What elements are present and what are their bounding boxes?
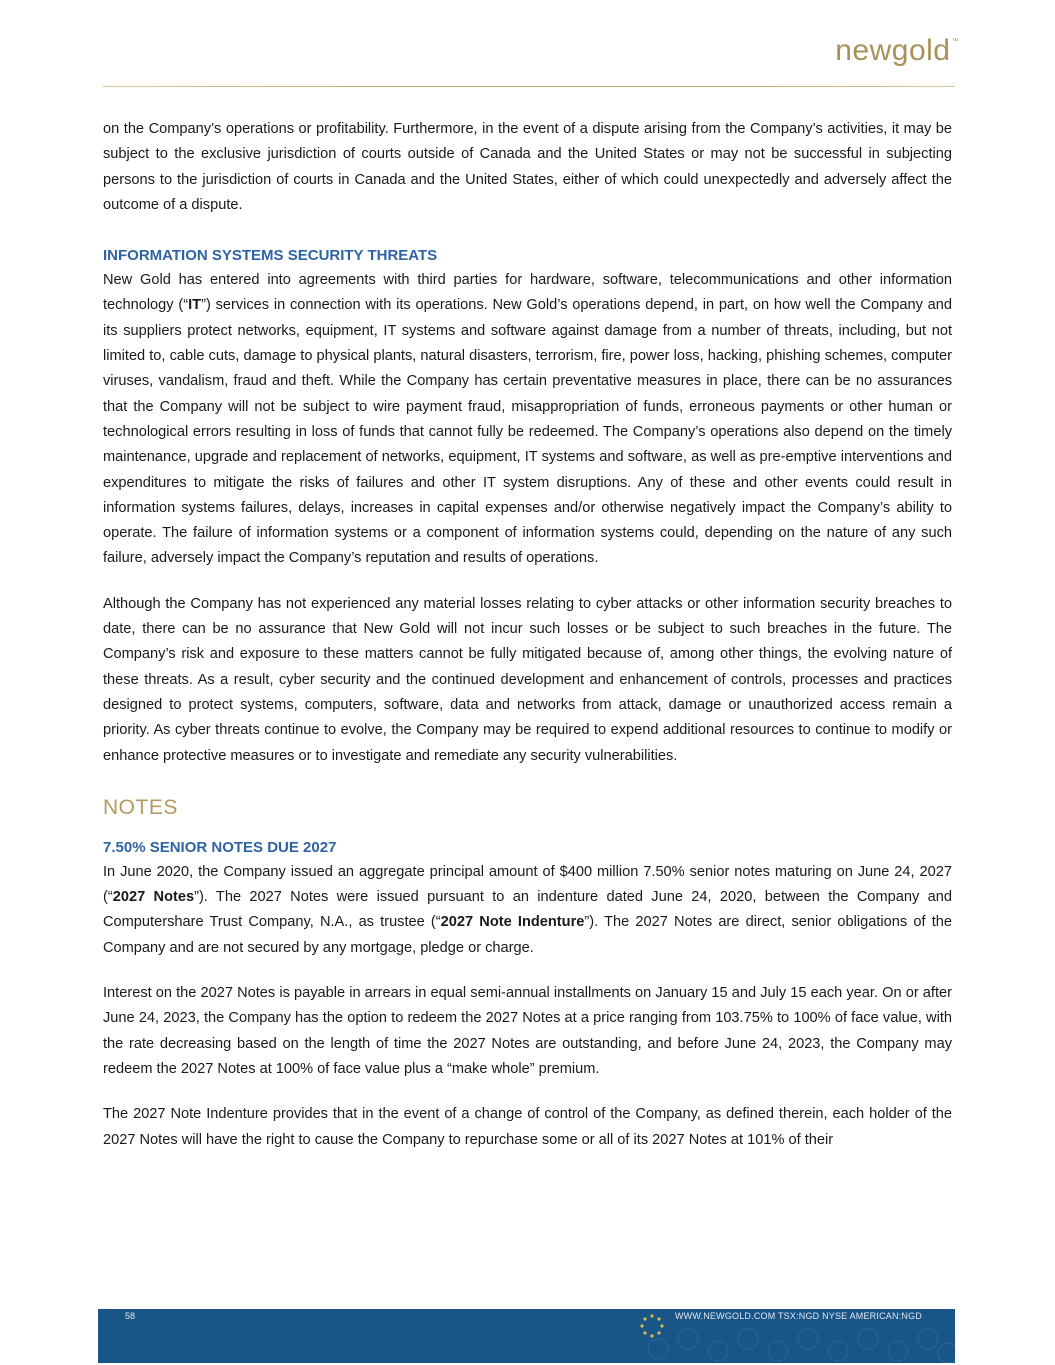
logo-text: newgold: [835, 34, 951, 67]
subsection-heading-senior-notes: 7.50% SENIOR NOTES DUE 2027: [103, 838, 337, 856]
footer-bar: [98, 1309, 955, 1363]
text-run: ”). The 2027 Notes are direct, senior obligations of the Company and are not secured by any mortgage, pledge or charge.: [103, 914, 952, 956]
notes-paragraph-2: Interest on the 2027 Notes is payable in arrears in equal semi-annual installments on January 15 and July 15 each year. On or after June 24, 2023, the Company has the option to redeem the 2027 Notes at a price ranging from 103.75% to 100% of face value, with the rate decreasing based on the length of time the 2027 Notes are outstanding, and before June 24, 2023, the Company may redeem the 2027 Notes at 100% of face value plus a “make whole” premium.: [103, 985, 952, 1077]
footer-site-tickers: WWW.NEWGOLD.COM TSX:NGD NYSE AMERICAN:NGD: [674, 1311, 922, 1321]
section-heading-notes: NOTES: [103, 795, 178, 819]
text-run: New Gold has entered into agreements with third parties for hardware, software, telecommunications and other information technology (“: [103, 272, 952, 314]
intro-paragraph: on the Company’s operations or profitability. Furthermore, in the event of a dispute arising from the Company’s activities, it may be subject to the exclusive jurisdiction of courts outside of Canada and the United States or may not be successful in subjecting persons to the jurisdiction of courts in Canada and the United States, either of which could unexpectedly and adversely affect the outcome of a dispute.: [103, 121, 952, 213]
text-run: ”) services in connection with its operations. New Gold’s operations depend, in part, on how well the Company and its suppliers protect networks, equipment, IT systems and software against damage from a number of threats, including, but not limited to, cable cuts, damage to physical plants, natural disasters, terrorism, fire, power loss, hacking, phishing schemes, computer viruses, vandalism, fraud and theft. While the Company has certain preventative measures in place, there can be no assurances that the Company will not be subject to wire payment fraud, misappropriation of funds, erroneous payments or other human or technological errors resulting in loss of funds that cannot fully be redeemed. The Company’s operations also depend on the timely maintenance, upgrade and replacement of networks, equipment, IT systems and software, as well as pre-emptive interventions and expenditures to mitigate the risks of failures and other IT system disruptions. Any of these and other events could result in information systems failures, delays, increases in capital expenses and/or otherwise negatively impact the Company’s ability to operate. The failure of information systems or a component of information systems could, depending on the nature of any such failure, adversely impact the Company’s reputation and results of operations.: [103, 297, 952, 567]
defined-term-it: IT: [188, 297, 202, 314]
infosec-paragraph-1: [103, 268, 952, 572]
text-run: In June 2020, the Company issued an aggregate principal amount of $400 million 7.50% senior notes maturing on June 24, 2027 (“: [103, 863, 952, 906]
page-number: 58: [125, 1311, 136, 1321]
infosec-paragraph-2: Although the Company has not experienced any material losses relating to cyber attacks or other information security breaches to date, there can be no assurance that New Gold will not incur such losses or be subject to such breaches in the future. The Company’s risk and exposure to these matters cannot be fully mitigated because of, among other things, the evolving nature of these threats. As a result, cyber security and the continued development and enhancement of controls, processes and practices designed to protect systems, computers, software, data and networks from attack, damage or unauthorized access remain a priority. As cyber threats continue to evolve, the Company may be required to expend additional resources to continue to modify or enhance protective measures or to investigate and remediate any security vulnerabilities.: [103, 595, 952, 764]
trademark-mark: ™: [951, 38, 959, 45]
notes-paragraph-1: [103, 860, 952, 961]
section-heading-infosec: INFORMATION SYSTEMS SECURITY THREATS: [103, 247, 438, 265]
newgold-logo: [835, 34, 959, 68]
sun-logo-icon: [639, 1313, 665, 1339]
page-content: [103, 117, 952, 1153]
header-divider: [103, 86, 955, 87]
notes-paragraph-3: The 2027 Note Indenture provides that in the event of a change of control of the Company, as defined therein, each holder of the 2027 Notes will have the right to cause the Company to repurchase some or all of its 2027 Notes at 101% of their: [103, 1106, 952, 1148]
defined-term-2027-notes: 2027 Notes: [112, 889, 195, 906]
defined-term-note-indenture: 2027 Note Indenture: [440, 914, 585, 931]
text-run: ”). The 2027 Notes were issued pursuant to an indenture dated June 24, 2020, between the Company and Computershare Trust Company, N.A., as trustee (“: [103, 889, 952, 931]
